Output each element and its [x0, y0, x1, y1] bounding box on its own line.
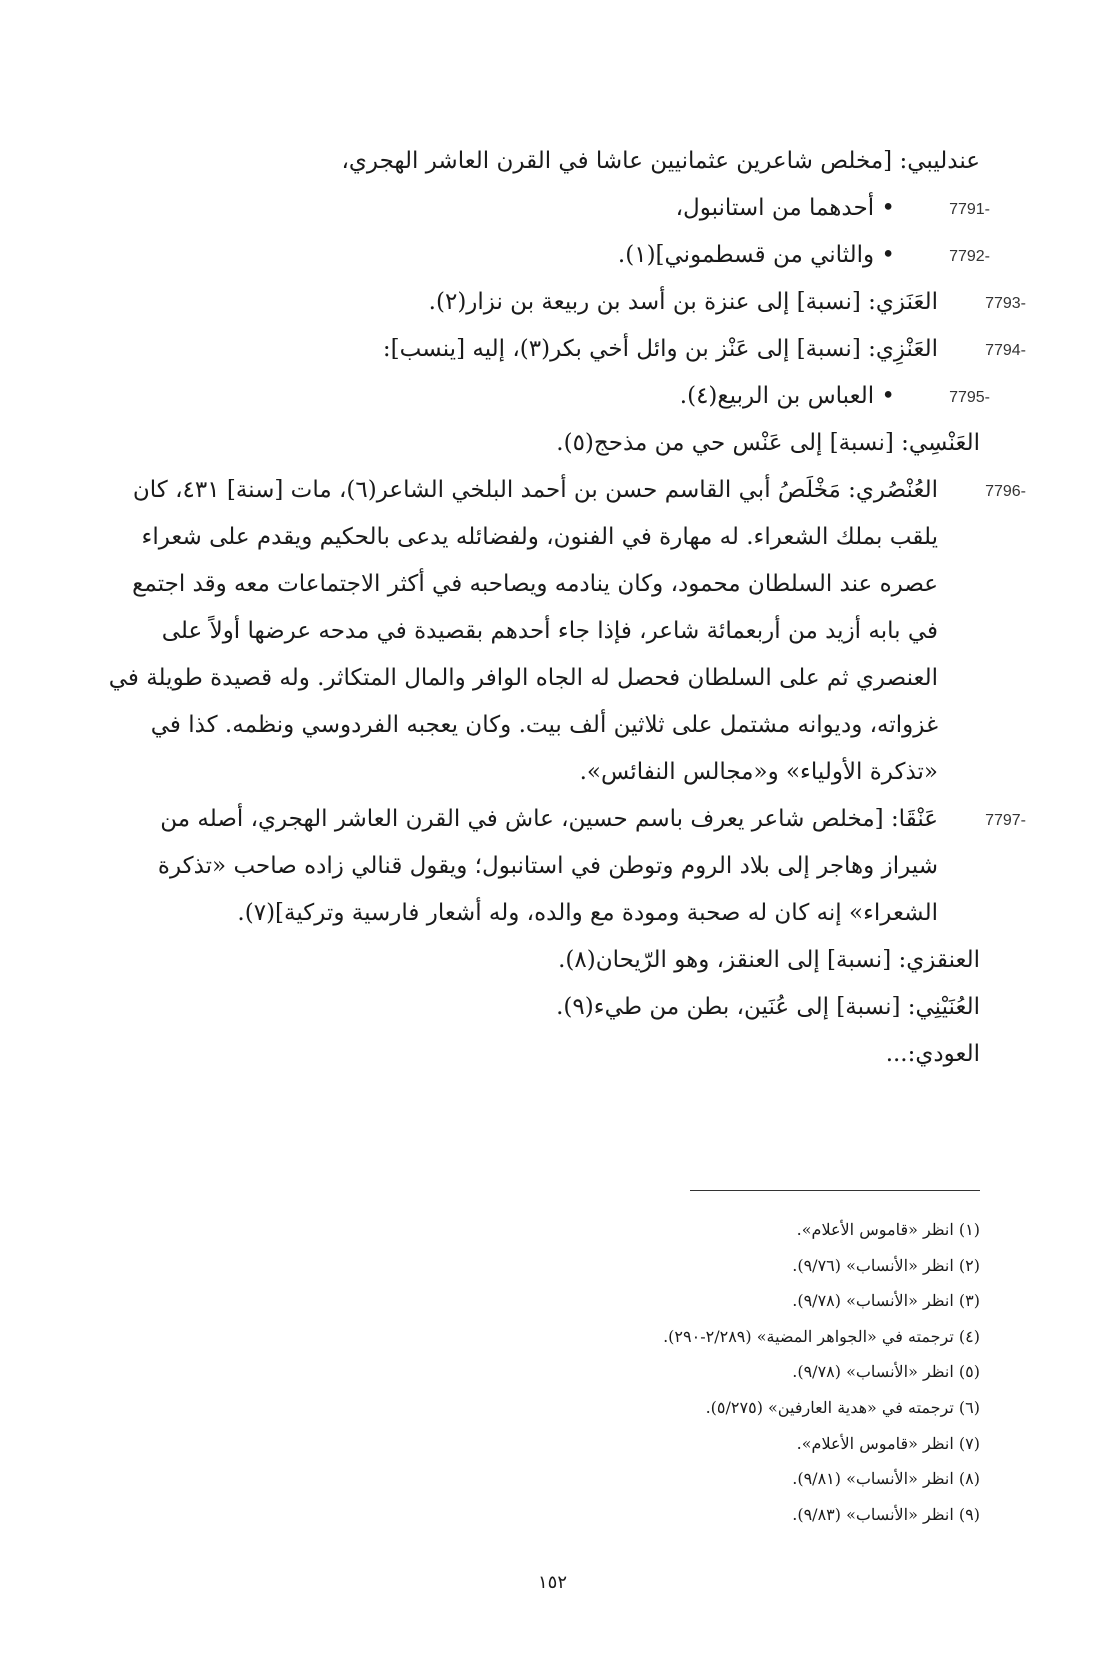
- entry-number: -7791: [949, 201, 990, 218]
- entry: -7794 العَنْزِي: [نسبة] إلى عَنْز بن وائل أخي بكر(٣)، إليه [ينسب]:: [100, 326, 980, 373]
- footnote: (٥) انظر «الأنساب» (٩/٧٨).: [792, 1362, 980, 1382]
- footnote-separator: [690, 1190, 980, 1191]
- entries-list: [100, 138, 1026, 1078]
- entry-number: -7796: [985, 483, 1026, 500]
- footnote: (٢) انظر «الأنساب» (٩/٧٦).: [792, 1255, 980, 1275]
- entry: عندليبي: [مخلص شاعرين عثمانيين عاشا في القرن العاشر الهجري،: [341, 148, 980, 174]
- footnote: (٦) ترجمته في «هدية العارفين» (٥/٢٧٥).: [705, 1397, 980, 1417]
- entry: العنقزي: [نسبة] إلى العنقز، وهو الرّيحان(٨).: [558, 947, 980, 973]
- footnote: (٩) انظر «الأنساب» (٩/٨٣).: [792, 1504, 980, 1524]
- entry: -7793 العَنَزي: [نسبة] إلى عنزة بن أسد بن ربيعة بن نزار(٢).: [100, 279, 980, 326]
- footnote: (٧) انظر «قاموس الأعلام».: [796, 1433, 980, 1453]
- entry: العودي:...: [885, 1041, 980, 1067]
- footnote: (٨) انظر «الأنساب» (٩/٨١).: [792, 1469, 980, 1489]
- page-number: ١٥٢: [537, 1572, 567, 1593]
- entry: -7791 • أحدهما من استانبول،: [100, 185, 980, 232]
- entry-number: -7797: [985, 812, 1026, 829]
- entry-number: -7793: [985, 295, 1026, 312]
- footnote: (١) انظر «قاموس الأعلام».: [796, 1220, 980, 1239]
- entry-number: -7792: [949, 248, 990, 265]
- entry: العَنْسِي: [نسبة] إلى عَنْس حي من مذحج(٥).: [556, 430, 980, 456]
- entry: -7797 عَنْقَا: [مخلص شاعر يعرف باسم حسين، عاش في القرن العاشر الهجري، أصله من شيراز وهاجر إلى بلاد الروم وتوطن في استانبول؛ ويقول قنالي زاده صاحب «تذكرة الشعراء» إنه كان له صحبة ومودة مع والده، وله أشعار فارسية وتركية](٧).: [100, 796, 980, 937]
- entry: -7796 العُنْصُري: مَخْلَصُ أبي القاسم حسن بن أحمد البلخي الشاعر(٦)، مات [سنة] ٤٣١، كان يلقب بملك الشعراء. له مهارة في الفنون، ولفضائله يدعى بالحكيم ويقدم على شعراء عصره عند السلطان محمود، وكان ينادمه ويصاحبه في أكثر الاجتماعات معه وقد اجتمع في بابه أزيد من أربعمائة شاعر، فإذا جاء أحدهم بقصيدة في مدحه عرضها أولاً على العنصري ثم على السلطان فحصل له الجاه الوافر والمال المتكاثر. وله قصيدة طويلة في غزواته، وديوانه مشتمل على ثلاثين ألف بيت. وكان يعجبه الفردوسي ونظمه. كذا في «تذكرة الأولياء» و«مجالس النفائس».: [100, 467, 980, 796]
- entry: -7795 • العباس بن الربيع(٤).: [100, 373, 980, 420]
- footnotes: [100, 1212, 980, 1532]
- entry-number: -7794: [985, 342, 1026, 359]
- entry-number: -7795: [949, 389, 990, 406]
- footnote: (٣) انظر «الأنساب» (٩/٧٨).: [792, 1291, 980, 1311]
- entry: -7792 • والثاني من قسطموني](١).: [100, 232, 980, 279]
- entry: العُنَيْنِي: [نسبة] إلى عُنَين، بطن من طيء(٩).: [556, 994, 980, 1020]
- footnote: (٤) ترجمته في «الجواهر المضية» (٢/٢٨٩-٢٩٠).: [663, 1326, 980, 1346]
